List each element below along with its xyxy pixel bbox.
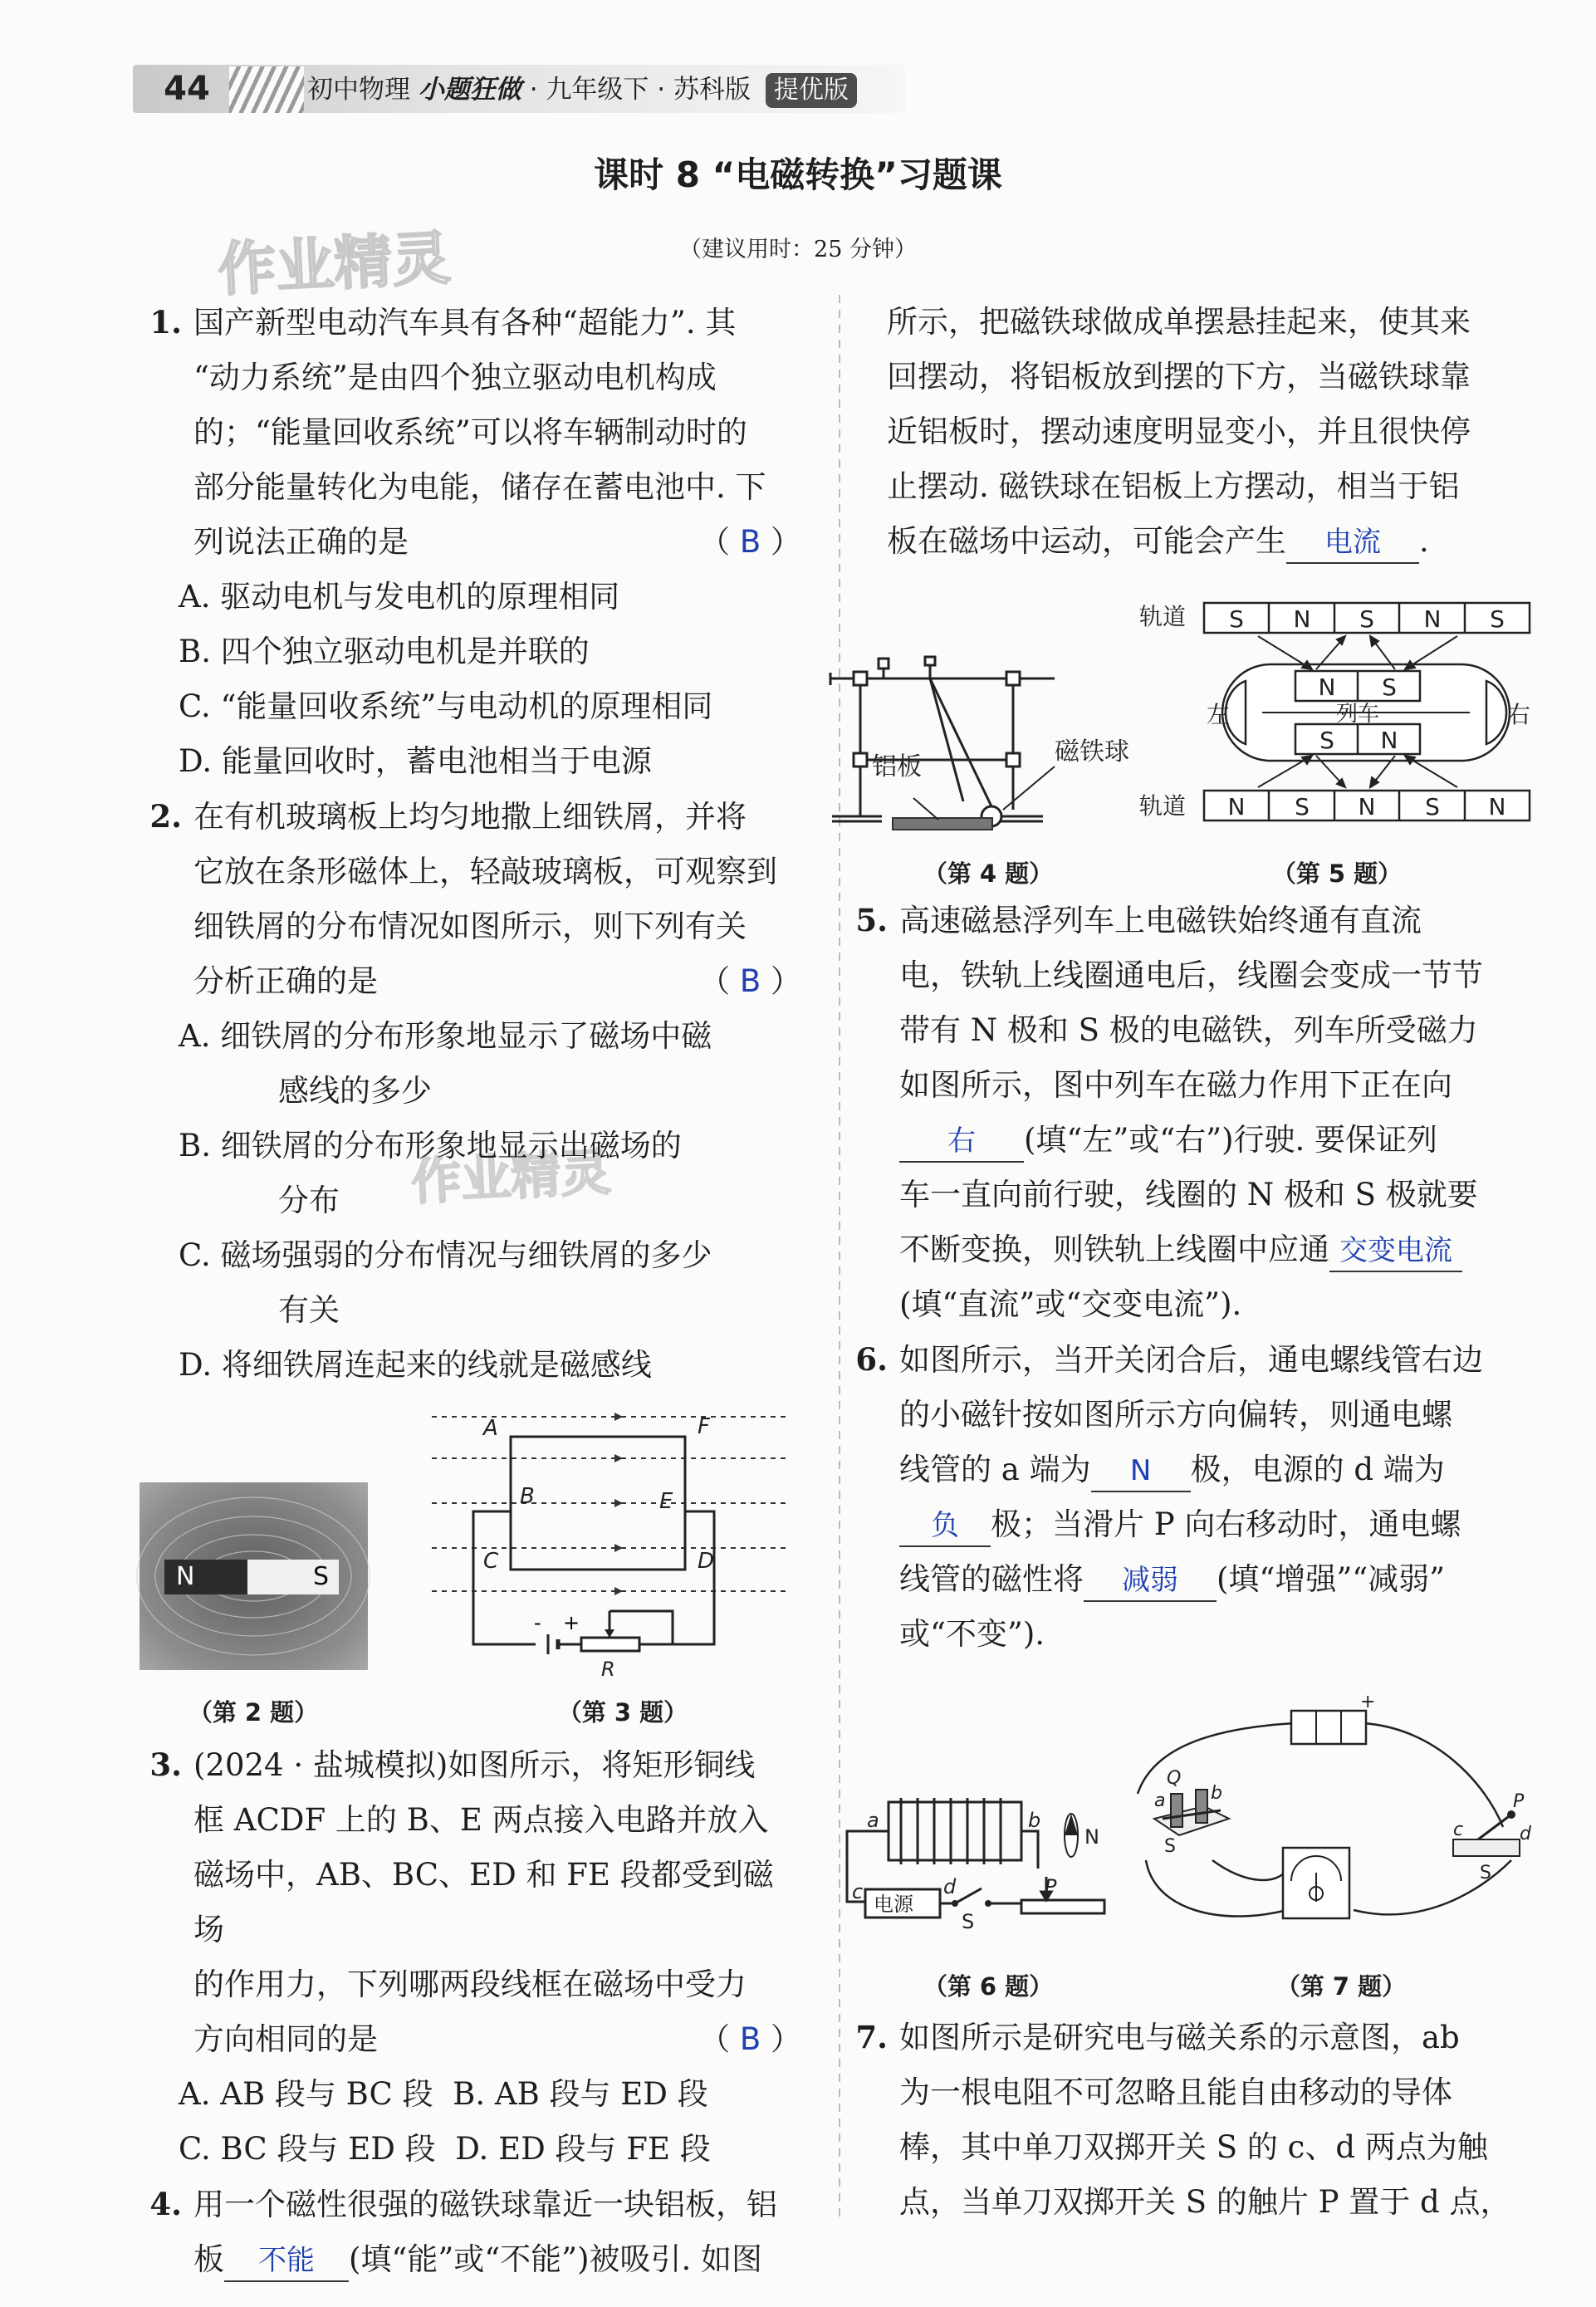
q2-answer: B [739, 963, 761, 999]
question-3 [137, 1737, 801, 2067]
q5-line: 带有 N 极和 S 极的电磁铁，列车所受磁力 [899, 1012, 1478, 1048]
q2-opt-a-1: A. 细铁屑的分布形象地显示了磁场中磁 [179, 1018, 712, 1054]
watermark: 作业精灵 [216, 223, 453, 305]
fig5-train-pole: S [1319, 727, 1334, 754]
header-stripes [229, 66, 304, 113]
q2-opt-b-2: 分布 [278, 1183, 340, 1218]
q5-line: 如图所示，图中列车在磁力作用下正在向 [899, 1067, 1452, 1103]
q1-line: 部分能量转化为电能，储存在蓄电池中. 下 [193, 469, 766, 505]
header-brand: 小题狂做 [418, 75, 521, 105]
q3-option-a: A. AB 段与 BC 段 [179, 2076, 433, 2112]
q3-line: 的作用力，下列哪两段线框在磁场中受力 [193, 1967, 747, 2002]
q2-option-a [137, 1009, 801, 1119]
q3-number: 3. [149, 1746, 182, 1783]
q2-option-d: D. 将细铁屑连起来的线就是磁感线 [179, 1347, 652, 1383]
q2-opt-b-1: B. 细铁屑的分布形象地显示出磁场的 [179, 1128, 682, 1163]
fig5-top-pole: N [1423, 605, 1442, 633]
q6-line: 极；当滑片 P 向右移动时，通电螺 [991, 1506, 1461, 1542]
q4-last-line [887, 514, 1518, 569]
q5-line: 车一直向前行驶，线圈的 N 极和 S 极就要 [899, 1177, 1478, 1212]
q3-options-row1 [137, 2067, 801, 2122]
q4-line: 用一个磁性很强的磁铁球靠近一块铝板，铝 [193, 2187, 777, 2222]
fig3-label-r: R [601, 1658, 615, 1681]
fig7-plus: + [1360, 1692, 1376, 1712]
fig3-minus: - [534, 1611, 541, 1634]
fig3-caption: （第 3 题） [557, 1698, 688, 1727]
q1-option-c: C. “能量回收系统”与电动机的原理相同 [179, 688, 713, 724]
watermark-2: 作业精灵 [409, 1143, 612, 1212]
q6-line: 或“不变”). [899, 1616, 1045, 1652]
q2-option-c [137, 1228, 801, 1338]
fig7-caption: （第 7 题） [1275, 1972, 1407, 2001]
fig5-bottom-pole: S [1295, 793, 1310, 820]
q7-number: 7. [855, 2019, 888, 2055]
fig5-train-pole: N [1380, 727, 1398, 754]
magnet-s: S [247, 1560, 339, 1594]
q6-line: 线管的磁性将 [899, 1561, 1084, 1597]
page-subtitle: （建议用时：25 分钟） [679, 237, 917, 262]
q2-opt-c-1: C. 磁场强弱的分布情况与细铁屑的多少 [179, 1237, 712, 1273]
q1-option-a: A. 驱动电机与发电机的原理相同 [179, 579, 620, 615]
header-text [307, 66, 857, 113]
fig5-bottom-pole: N [1488, 793, 1506, 820]
fig7-battery [1291, 1692, 1375, 1744]
q4-line: (填“能”或“不能”)被吸引. 如图 [349, 2241, 763, 2277]
fig3-label-c: C [483, 1549, 499, 1574]
fig6-diagram [830, 1761, 1113, 1968]
q6-line: 线管的 a 端为 [899, 1452, 1091, 1487]
q3-line: 方向相同的是 [193, 2021, 378, 2057]
fig7-magnet [1154, 1768, 1229, 1857]
q7-line: 为一根电阻不可忽略且能自由移动的导体 [899, 2074, 1452, 2110]
q4-line: 板在磁场中运动，可能会产生 [887, 523, 1286, 559]
q2-option-b [137, 1119, 801, 1228]
fig2-caption: （第 2 题） [188, 1698, 319, 1727]
fig7-diagram [1121, 1694, 1536, 1952]
fig7-label-b: b [1211, 1783, 1222, 1804]
fig3-plus: + [563, 1611, 580, 1634]
fig7-galvanometer [1283, 1848, 1349, 1918]
fig5-bottom-pole: N [1358, 793, 1376, 820]
q1-line: 列说法正确的是 [193, 524, 409, 560]
fig7-magnet-s: S [1164, 1836, 1176, 1857]
fig3-label-d: D [698, 1549, 715, 1574]
fig5-track-bottom-label: 轨道 [1139, 792, 1187, 820]
q7-line: 棒，其中单刀双掷开关 S 的 c、d 两点为触 [899, 2129, 1488, 2165]
q4-cont-line: 止摆动. 磁铁球在铝板上方摆动，相当于铝 [887, 468, 1460, 504]
fig4-diagram [822, 635, 1163, 835]
q1-line: 国产新型电动汽车具有各种“超能力”. 其 [193, 305, 737, 340]
q4-blank-1: 不能 [224, 2241, 349, 2282]
right-column-top [887, 295, 1518, 569]
fig6-switch-label: S [962, 1910, 975, 1933]
fig6-source: 电源 [874, 1893, 913, 1916]
q1-line: 的；“能量回收系统”可以将车辆制动时的 [193, 414, 747, 450]
fig5-diagram [1138, 590, 1536, 839]
q2-line: 分析正确的是 [193, 963, 378, 999]
q5-line: 不断变换，则铁轨上线圈中应通 [899, 1232, 1329, 1267]
fig4-plate-label: 铝板 [872, 752, 922, 781]
q4-line: . [1419, 523, 1429, 559]
header-badge: 提优版 [766, 73, 857, 108]
q5-number: 5. [855, 902, 888, 938]
q5-line: 电，铁轨上线圈通电后，线圈会变成一节节 [899, 958, 1483, 993]
fig6-label-d: d [943, 1875, 957, 1898]
fig5-top-pole: S [1229, 605, 1244, 633]
q1-option-d: D. 能量回收时，蓄电池相当于电源 [179, 743, 652, 779]
q2-answer-paren: （ B ） [699, 963, 801, 999]
q1-number: 1. [149, 304, 182, 340]
q2-line: 在有机玻璃板上均匀地撒上细铁屑，并将 [193, 799, 747, 835]
q3-options-row2 [137, 2122, 801, 2177]
fig7-label-d: d [1520, 1824, 1531, 1844]
fig5-top-pole: S [1490, 605, 1505, 633]
q2-line: 细铁屑的分布情况如图所示，则下列有关 [193, 909, 747, 944]
fig7-label-c: c [1453, 1820, 1464, 1840]
left-column-bottom [137, 1737, 801, 2287]
fig3-label-a: A [483, 1416, 498, 1441]
fig5-train-label: 列车 [1335, 702, 1380, 727]
fig3-label-b: B [520, 1484, 535, 1509]
q1-option-b: B. 四个独立驱动电机是并联的 [179, 634, 590, 669]
question-4 [137, 2177, 801, 2287]
right-column-bottom [843, 2010, 1515, 2230]
fig5-top-pole: N [1293, 605, 1311, 633]
fig6-label-b: b [1028, 1809, 1041, 1832]
q3-line: 框 ACDF 上的 B、E 两点接入电路并放入 [193, 1802, 769, 1838]
fig5-bottom-pole: N [1227, 793, 1246, 820]
fig7-switch-s: S [1480, 1863, 1491, 1883]
q2-opt-a-2: 感线的多少 [278, 1073, 432, 1109]
question-2 [137, 789, 801, 1009]
q5-line: 高速磁悬浮列车上电磁铁始终通有直流 [899, 903, 1422, 938]
q2-line: 它放在条形磁体上，轻敲玻璃板，可观察到 [193, 854, 777, 889]
page-title: 课时 8 “电磁转换”习题课 [594, 154, 1002, 195]
fig5-train-pole: N [1318, 673, 1336, 701]
fig6-compass-n: N [1084, 1825, 1099, 1849]
q3-answer: B [739, 2021, 761, 2057]
q6-blank-2: 负 [899, 1506, 991, 1547]
page-number: 44 [164, 70, 210, 108]
q4-blank-2: 电流 [1286, 522, 1419, 564]
fig5-train-pole: S [1382, 673, 1397, 701]
fig4-caption: （第 4 题） [923, 860, 1054, 888]
q6-line: (填“增强”“减弱” [1217, 1561, 1446, 1597]
fig5-caption: （第 5 题） [1271, 860, 1403, 888]
q4-cont-line: 近铝板时，摆动速度明显变小，并且很快停 [887, 414, 1471, 449]
fig6-label-c: c [852, 1880, 864, 1903]
fig5-bottom-pole: S [1425, 793, 1440, 820]
question-7 [843, 2010, 1515, 2230]
q6-line: 的小磁针按如图所示方向偏转，则通电螺 [899, 1397, 1452, 1433]
q3-line: 磁场中，AB、BC、ED 和 FE 段都受到磁场 [193, 1857, 774, 1947]
fig5-track-top-label: 轨道 [1139, 603, 1187, 630]
q3-answer-paren: （ B ） [699, 2021, 801, 2057]
fig4-ball-label: 磁铁球 [1055, 737, 1129, 767]
header-grade: · 九年级下 · 苏科版 [529, 75, 751, 105]
q7-line: 如图所示是研究电与磁关系的示意图，ab [899, 2020, 1460, 2055]
question-1 [137, 295, 801, 570]
q6-blank-3: 减弱 [1084, 1560, 1217, 1602]
header-subject: 初中物理 [307, 75, 410, 105]
q2-number: 2. [149, 798, 182, 835]
q1-line: “动力系统”是由四个独立驱动电机构成 [193, 360, 717, 395]
fig5-top-pole: S [1359, 605, 1374, 633]
question-5 [843, 893, 1515, 1332]
q4-line: 板 [193, 2241, 224, 2277]
fig7-label-p: P [1513, 1791, 1525, 1812]
q4-cont-line: 回摆动，将铝板放到摆的下方，当磁铁球靠 [887, 359, 1471, 394]
fig6-label-p: P [1045, 1875, 1057, 1898]
q4-cont-line: 所示，把磁铁球做成单摆悬挂起来，使其来 [887, 304, 1471, 340]
q6-line: 极，电源的 d 端为 [1190, 1452, 1445, 1487]
fig7-label-a: a [1154, 1790, 1166, 1811]
q4-number: 4. [149, 2186, 182, 2222]
fig3-diagram [423, 1403, 797, 1681]
fig3-label-f: F [698, 1414, 710, 1439]
right-column-middle [843, 893, 1515, 1662]
q6-blank-1: N [1091, 1451, 1191, 1492]
fig5-right-label: 右 [1507, 701, 1531, 728]
q5-blank-2: 交变电流 [1329, 1231, 1462, 1272]
q7-line: 点，当单刀双掷开关 S 的触片 P 置于 d 点， [899, 2184, 1511, 2220]
question-6 [843, 1332, 1515, 1662]
fig6-label-a: a [867, 1809, 879, 1832]
q5-line: (填“左”或“右”)行驶. 要保证列 [1024, 1122, 1438, 1158]
left-column-top [137, 295, 801, 1393]
q1-answer: B [739, 524, 761, 560]
fig6-caption: （第 6 题） [923, 1972, 1054, 2001]
fig7-label-q: Q [1167, 1768, 1182, 1789]
q3-option-d: D. ED 段与 FE 段 [455, 2131, 711, 2167]
q3-option-b: B. AB 段与 ED 段 [453, 2076, 708, 2112]
q5-blank-1: 右 [899, 1121, 1024, 1163]
q6-number: 6. [855, 1341, 888, 1378]
q6-line: 如图所示，当开关闭合后，通电螺线管右边 [899, 1342, 1483, 1378]
q2-opt-c-2: 有关 [278, 1292, 340, 1328]
fig3-label-e: E [659, 1489, 673, 1514]
fig2-photo [140, 1482, 368, 1670]
q1-answer-paren: （ B ） [699, 524, 801, 560]
fig6-compass [1065, 1814, 1099, 1857]
q5-line: (填“直流”或“交变电流”). [899, 1286, 1242, 1322]
fig5-left-label: 左 [1207, 701, 1231, 728]
magnet-n: N [164, 1560, 247, 1594]
q3-line: (2024 · 盐城模拟)如图所示，将矩形铜线 [193, 1747, 756, 1783]
q3-option-c: C. BC 段与 ED 段 [179, 2131, 436, 2167]
